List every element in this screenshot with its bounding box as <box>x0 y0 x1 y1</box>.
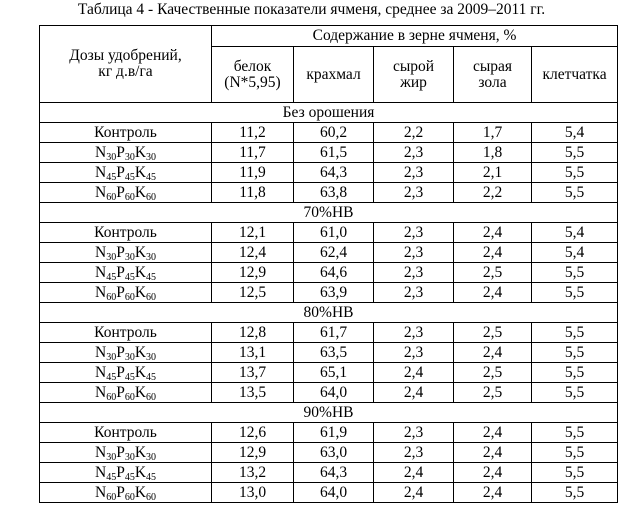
value-cell-starch: 65,1 <box>294 363 374 383</box>
column-header-line1: сырая <box>472 57 513 75</box>
dose-cell: $N_{60}P_{60}K_{60}$ <box>40 483 212 503</box>
dose-cell: Контроль <box>40 223 212 243</box>
dose-cell: $N_{30}P_{30}K_{30}$ <box>40 343 212 363</box>
dose-cell: $N_{45}P_{45}K_{45}$ <box>40 163 212 183</box>
table-row <box>40 483 618 503</box>
value-cell-starch: 64,3 <box>294 463 374 483</box>
dose-header-line2: кг д.в/га <box>98 63 153 80</box>
table-row <box>40 323 618 343</box>
dose-cell: $N_{45}P_{45}K_{45}$ <box>40 463 212 483</box>
value-cell-starch: 60,2 <box>294 123 374 143</box>
value-cell-fiber: 5,4 <box>532 223 618 243</box>
dose-cell: $N_{30}P_{30}K_{30}$ <box>40 243 212 263</box>
value-cell-fat: 2,4 <box>374 363 454 383</box>
value-cell-fat: 2,3 <box>374 423 454 443</box>
value-cell-protein: 11,8 <box>212 183 294 203</box>
value-cell-fat: 2,3 <box>374 283 454 303</box>
section-row <box>40 303 618 323</box>
value-cell-fat: 2,3 <box>374 183 454 203</box>
table-row <box>40 263 618 283</box>
value-cell-fat: 2,4 <box>374 483 454 503</box>
section-title: 80%НВ <box>40 303 618 323</box>
value-cell-protein: 12,4 <box>212 243 294 263</box>
value-cell-fat: 2,3 <box>374 163 454 183</box>
value-cell-ash: 2,4 <box>454 243 532 263</box>
value-cell-protein: 13,7 <box>212 363 294 383</box>
value-cell-ash: 2,4 <box>454 423 532 443</box>
value-cell-protein: 12,9 <box>212 443 294 463</box>
column-header-line1: сырой <box>392 57 435 75</box>
table-row <box>40 363 618 383</box>
value-cell-ash: 2,2 <box>454 183 532 203</box>
value-cell-starch: 63,8 <box>294 183 374 203</box>
table-row <box>40 423 618 443</box>
value-cell-fat: 2,4 <box>374 383 454 403</box>
table-row <box>40 123 618 143</box>
table-row <box>40 183 618 203</box>
dose-cell: $N_{30}P_{30}K_{30}$ <box>40 443 212 463</box>
value-cell-ash: 2,4 <box>454 343 532 363</box>
value-cell-fat: 2,3 <box>374 223 454 243</box>
value-cell-fat: 2,2 <box>374 123 454 143</box>
value-cell-fat: 2,4 <box>374 463 454 483</box>
table-row <box>40 283 618 303</box>
value-cell-starch: 63,5 <box>294 343 374 363</box>
quality-table <box>39 25 618 503</box>
value-cell-fiber: 5,5 <box>532 343 618 363</box>
column-header-line2: жир <box>400 73 427 91</box>
value-cell-protein: 12,9 <box>212 263 294 283</box>
value-cell-fiber: 5,5 <box>532 463 618 483</box>
column-header-line2: (N*5,95) <box>224 73 281 91</box>
value-cell-protein: 11,2 <box>212 123 294 143</box>
value-cell-starch: 64,3 <box>294 163 374 183</box>
value-cell-fat: 2,3 <box>374 263 454 283</box>
value-cell-fiber: 5,5 <box>532 483 618 503</box>
section-title: Без орошения <box>40 103 618 123</box>
dose-cell: $N_{45}P_{45}K_{45}$ <box>40 263 212 283</box>
column-header-line2: зола <box>478 73 507 91</box>
column-header-fat <box>374 47 454 103</box>
section-row <box>40 403 618 423</box>
value-cell-protein: 13,1 <box>212 343 294 363</box>
value-cell-ash: 2,5 <box>454 323 532 343</box>
table-row <box>40 343 618 363</box>
table-row <box>40 163 618 183</box>
value-cell-fat: 2,3 <box>374 323 454 343</box>
value-cell-ash: 1,7 <box>454 123 532 143</box>
value-cell-fiber: 5,5 <box>532 443 618 463</box>
dose-header <box>40 26 212 103</box>
value-cell-fiber: 5,5 <box>532 143 618 163</box>
value-cell-ash: 2,5 <box>454 363 532 383</box>
column-header-ash <box>454 47 532 103</box>
value-cell-fiber: 5,5 <box>532 423 618 443</box>
value-cell-protein: 11,9 <box>212 163 294 183</box>
value-cell-starch: 62,4 <box>294 243 374 263</box>
value-cell-ash: 2,4 <box>454 463 532 483</box>
value-cell-protein: 13,0 <box>212 483 294 503</box>
column-header-line1: клетчатка <box>542 65 607 83</box>
dose-cell: $N_{60}P_{60}K_{60}$ <box>40 383 212 403</box>
value-cell-ash: 2,4 <box>454 483 532 503</box>
value-cell-fiber: 5,4 <box>532 123 618 143</box>
value-cell-fiber: 5,5 <box>532 283 618 303</box>
value-cell-starch: 61,7 <box>294 323 374 343</box>
value-cell-fat: 2,3 <box>374 343 454 363</box>
value-cell-ash: 2,4 <box>454 443 532 463</box>
section-row <box>40 103 618 123</box>
value-cell-protein: 13,5 <box>212 383 294 403</box>
dose-cell: $N_{60}P_{60}K_{60}$ <box>40 183 212 203</box>
value-cell-starch: 63,9 <box>294 283 374 303</box>
group-header: Содержание в зерне ячменя, % <box>212 26 618 47</box>
table-row <box>40 463 618 483</box>
table-row <box>40 223 618 243</box>
value-cell-protein: 12,6 <box>212 423 294 443</box>
value-cell-starch: 64,6 <box>294 263 374 283</box>
table-row <box>40 383 618 403</box>
column-header-line1: крахмал <box>306 65 361 83</box>
value-cell-starch: 61,5 <box>294 143 374 163</box>
value-cell-protein: 12,1 <box>212 223 294 243</box>
section-title: 90%НВ <box>40 403 618 423</box>
value-cell-fiber: 5,5 <box>532 363 618 383</box>
dose-header-line1: Дозы удобрений, <box>69 47 182 64</box>
table-row <box>40 443 618 463</box>
value-cell-protein: 12,5 <box>212 283 294 303</box>
value-cell-protein: 13,2 <box>212 463 294 483</box>
column-header-fiber <box>532 47 618 103</box>
column-header-starch <box>294 47 374 103</box>
dose-cell: Контроль <box>40 423 212 443</box>
value-cell-fiber: 5,5 <box>532 263 618 283</box>
table-row <box>40 143 618 163</box>
dose-cell: $N_{60}P_{60}K_{60}$ <box>40 283 212 303</box>
column-header-line1: белок <box>233 57 272 75</box>
value-cell-ash: 1,8 <box>454 143 532 163</box>
section-row <box>40 203 618 223</box>
value-cell-ash: 2,4 <box>454 283 532 303</box>
value-cell-protein: 11,7 <box>212 143 294 163</box>
table-caption: Таблица 4 - Качественные показатели ячменя, среднее за 2009–2011 гг. <box>77 1 546 18</box>
value-cell-fiber: 5,5 <box>532 163 618 183</box>
value-cell-protein: 12,8 <box>212 323 294 343</box>
dose-cell: $N_{30}P_{30}K_{30}$ <box>40 143 212 163</box>
value-cell-ash: 2,5 <box>454 263 532 283</box>
value-cell-fiber: 5,5 <box>532 383 618 403</box>
value-cell-starch: 61,9 <box>294 423 374 443</box>
value-cell-fat: 2,3 <box>374 443 454 463</box>
value-cell-starch: 64,0 <box>294 483 374 503</box>
dose-cell: Контроль <box>40 323 212 343</box>
value-cell-ash: 2,4 <box>454 223 532 243</box>
column-header-protein <box>212 47 294 103</box>
value-cell-fiber: 5,5 <box>532 183 618 203</box>
section-title: 70%НВ <box>40 203 618 223</box>
value-cell-ash: 2,5 <box>454 383 532 403</box>
value-cell-ash: 2,1 <box>454 163 532 183</box>
value-cell-fat: 2,3 <box>374 243 454 263</box>
dose-cell: $N_{45}P_{45}K_{45}$ <box>40 363 212 383</box>
value-cell-fat: 2,3 <box>374 143 454 163</box>
value-cell-starch: 63,0 <box>294 443 374 463</box>
value-cell-starch: 61,0 <box>294 223 374 243</box>
table-row <box>40 243 618 263</box>
value-cell-fiber: 5,5 <box>532 323 618 343</box>
value-cell-fiber: 5,4 <box>532 243 618 263</box>
value-cell-starch: 64,0 <box>294 383 374 403</box>
dose-cell: Контроль <box>40 123 212 143</box>
